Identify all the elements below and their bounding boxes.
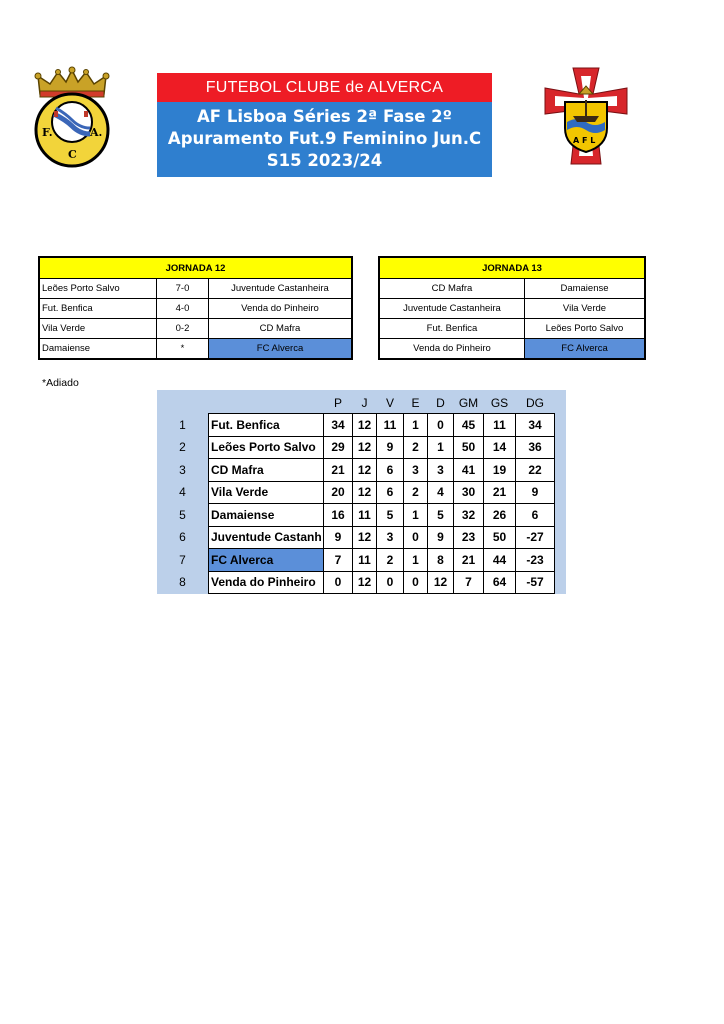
stat-cell-dg: -27 — [516, 526, 555, 549]
position-cell: 7 — [179, 552, 186, 567]
stat-cell-j: 12 — [353, 526, 377, 549]
stat-cell-p: 20 — [324, 481, 353, 504]
position-cell: 6 — [179, 530, 186, 545]
match-row — [379, 319, 645, 339]
standings-row — [157, 571, 555, 594]
stat-cell-d: 1 — [428, 436, 454, 459]
stat-cell-dg: -57 — [516, 571, 555, 594]
stat-cell-v: 6 — [377, 481, 404, 504]
home-team: Fut. Benfica — [39, 299, 157, 319]
standings-table — [157, 392, 555, 594]
fc-alverca-crest-logo — [26, 64, 118, 168]
competition-title-line-2: Apuramento Fut.9 Feminino Jun.C — [167, 129, 482, 148]
match-row — [39, 279, 352, 299]
team-name-cell: Venda do Pinheiro — [209, 571, 324, 594]
position-cell: 4 — [179, 485, 186, 500]
stat-cell-gs: 14 — [484, 436, 516, 459]
position-cell: 1 — [179, 417, 186, 432]
stat-cell-gs: 50 — [484, 526, 516, 549]
stat-cell-e: 3 — [404, 459, 428, 482]
stat-cell-dg: 6 — [516, 504, 555, 527]
stat-cell-d: 3 — [428, 459, 454, 482]
home-team: Fut. Benfica — [379, 319, 525, 339]
stat-cell-gm: 41 — [454, 459, 484, 482]
match-score: 0-2 — [157, 319, 209, 339]
away-team: CD Mafra — [209, 319, 353, 339]
column-header: J — [361, 395, 368, 410]
stat-cell-j: 12 — [353, 436, 377, 459]
stat-cell-e: 0 — [404, 571, 428, 594]
match-score: * — [157, 339, 209, 360]
round-13-title: JORNADA 13 — [379, 257, 645, 279]
stat-cell-gs: 21 — [484, 481, 516, 504]
stat-cell-j: 12 — [353, 481, 377, 504]
team-name-cell: Leões Porto Salvo — [209, 436, 324, 459]
stat-cell-gs: 44 — [484, 549, 516, 572]
team-name-cell: Juventude Castanh — [209, 526, 324, 549]
stat-cell-j: 12 — [353, 459, 377, 482]
standings-row — [157, 414, 555, 437]
club-name: FUTEBOL CLUBE de ALVERCA — [157, 73, 492, 102]
stat-cell-dg: 36 — [516, 436, 555, 459]
stat-cell-d: 0 — [428, 414, 454, 437]
away-team: Vila Verde — [525, 299, 646, 319]
stat-cell-gm: 50 — [454, 436, 484, 459]
home-team: Leões Porto Salvo — [39, 279, 157, 299]
column-header: P — [333, 395, 342, 410]
stat-cell-p: 16 — [324, 504, 353, 527]
standings-row — [157, 526, 555, 549]
home-team: CD Mafra — [379, 279, 525, 299]
position-cell: 3 — [179, 462, 186, 477]
stat-cell-e: 2 — [404, 436, 428, 459]
round-12-title: JORNADA 12 — [39, 257, 352, 279]
away-team: Juventude Castanheira — [209, 279, 353, 299]
stat-cell-e: 1 — [404, 414, 428, 437]
stat-cell-p: 34 — [324, 414, 353, 437]
stat-cell-e: 0 — [404, 526, 428, 549]
stat-cell-v: 5 — [377, 504, 404, 527]
team-name-cell: Fut. Benfica — [209, 414, 324, 437]
postponed-note: *Adiado — [42, 377, 79, 389]
stat-cell-gm: 21 — [454, 549, 484, 572]
stat-cell-gs: 19 — [484, 459, 516, 482]
stat-cell-d: 5 — [428, 504, 454, 527]
match-row — [39, 299, 352, 319]
column-header: GS — [490, 395, 509, 410]
away-team-highlighted: FC Alverca — [209, 339, 353, 360]
stat-cell-e: 2 — [404, 481, 428, 504]
stat-cell-v: 3 — [377, 526, 404, 549]
stat-cell-gm: 32 — [454, 504, 484, 527]
team-name-cell: Damaiense — [209, 504, 324, 527]
round-13-table — [378, 256, 646, 360]
match-score: 4-0 — [157, 299, 209, 319]
home-team: Vila Verde — [39, 319, 157, 339]
position-cell: 8 — [179, 575, 186, 590]
stat-cell-j: 12 — [353, 571, 377, 594]
stat-cell-v: 2 — [377, 549, 404, 572]
column-header: DG — [526, 395, 544, 410]
stat-cell-p: 0 — [324, 571, 353, 594]
home-team: Venda do Pinheiro — [379, 339, 525, 360]
away-team: Venda do Pinheiro — [209, 299, 353, 319]
column-header: V — [385, 395, 394, 410]
standings-row — [157, 504, 555, 527]
team-name-cell: FC Alverca — [209, 549, 324, 572]
match-score: 7-0 — [157, 279, 209, 299]
stat-cell-j: 12 — [353, 414, 377, 437]
stat-cell-v: 9 — [377, 436, 404, 459]
stat-cell-gm: 23 — [454, 526, 484, 549]
stat-cell-dg: 22 — [516, 459, 555, 482]
stat-cell-d: 8 — [428, 549, 454, 572]
team-name-cell: CD Mafra — [209, 459, 324, 482]
standings-row — [157, 459, 555, 482]
stat-cell-gs: 64 — [484, 571, 516, 594]
away-team-highlighted: FC Alverca — [525, 339, 646, 360]
stat-cell-j: 11 — [353, 504, 377, 527]
home-team: Juventude Castanheira — [379, 299, 525, 319]
away-team: Damaiense — [525, 279, 646, 299]
column-header: GM — [458, 395, 479, 410]
stat-cell-p: 21 — [324, 459, 353, 482]
competition-title-line-3: S15 2023/24 — [266, 151, 383, 170]
team-name-cell: Vila Verde — [209, 481, 324, 504]
stat-cell-v: 11 — [377, 414, 404, 437]
standings-row — [157, 549, 555, 572]
column-header: D — [436, 395, 445, 410]
stat-cell-j: 11 — [353, 549, 377, 572]
svg-text:F.: F. — [42, 126, 53, 139]
match-row — [379, 339, 645, 360]
standings-row — [157, 481, 555, 504]
position-cell: 5 — [179, 507, 186, 522]
match-row — [379, 299, 645, 319]
stat-cell-gs: 11 — [484, 414, 516, 437]
stat-cell-dg: 34 — [516, 414, 555, 437]
stat-cell-p: 29 — [324, 436, 353, 459]
stat-cell-v: 0 — [377, 571, 404, 594]
af-lisboa-crest-logo — [543, 66, 629, 166]
stat-cell-e: 1 — [404, 504, 428, 527]
competition-title — [157, 102, 492, 177]
svg-text:A.: A. — [90, 126, 103, 139]
home-team: Damaiense — [39, 339, 157, 360]
stat-cell-dg: 9 — [516, 481, 555, 504]
position-header — [157, 392, 209, 414]
svg-text:A F L: A F L — [573, 136, 596, 145]
stat-cell-gm: 30 — [454, 481, 484, 504]
stat-cell-gm: 45 — [454, 414, 484, 437]
round-12-table — [38, 256, 353, 360]
svg-text:C: C — [68, 148, 77, 161]
stat-cell-p: 7 — [324, 549, 353, 572]
header-banner — [157, 73, 492, 177]
away-team: Leões Porto Salvo — [525, 319, 646, 339]
standings-header-row — [157, 392, 555, 414]
standings-row — [157, 436, 555, 459]
team-header — [209, 392, 324, 414]
match-row — [39, 319, 352, 339]
position-cell: 2 — [179, 440, 186, 455]
stat-cell-dg: -23 — [516, 549, 555, 572]
stat-cell-d: 12 — [428, 571, 454, 594]
stat-cell-gs: 26 — [484, 504, 516, 527]
stat-cell-d: 4 — [428, 481, 454, 504]
stat-cell-v: 6 — [377, 459, 404, 482]
stat-cell-d: 9 — [428, 526, 454, 549]
competition-title-line-1: AF Lisboa Séries 2ª Fase 2º — [197, 107, 452, 126]
stat-cell-p: 9 — [324, 526, 353, 549]
match-row — [39, 339, 352, 360]
stat-cell-e: 1 — [404, 549, 428, 572]
column-header: E — [411, 395, 420, 410]
stat-cell-gm: 7 — [454, 571, 484, 594]
match-row — [379, 279, 645, 299]
